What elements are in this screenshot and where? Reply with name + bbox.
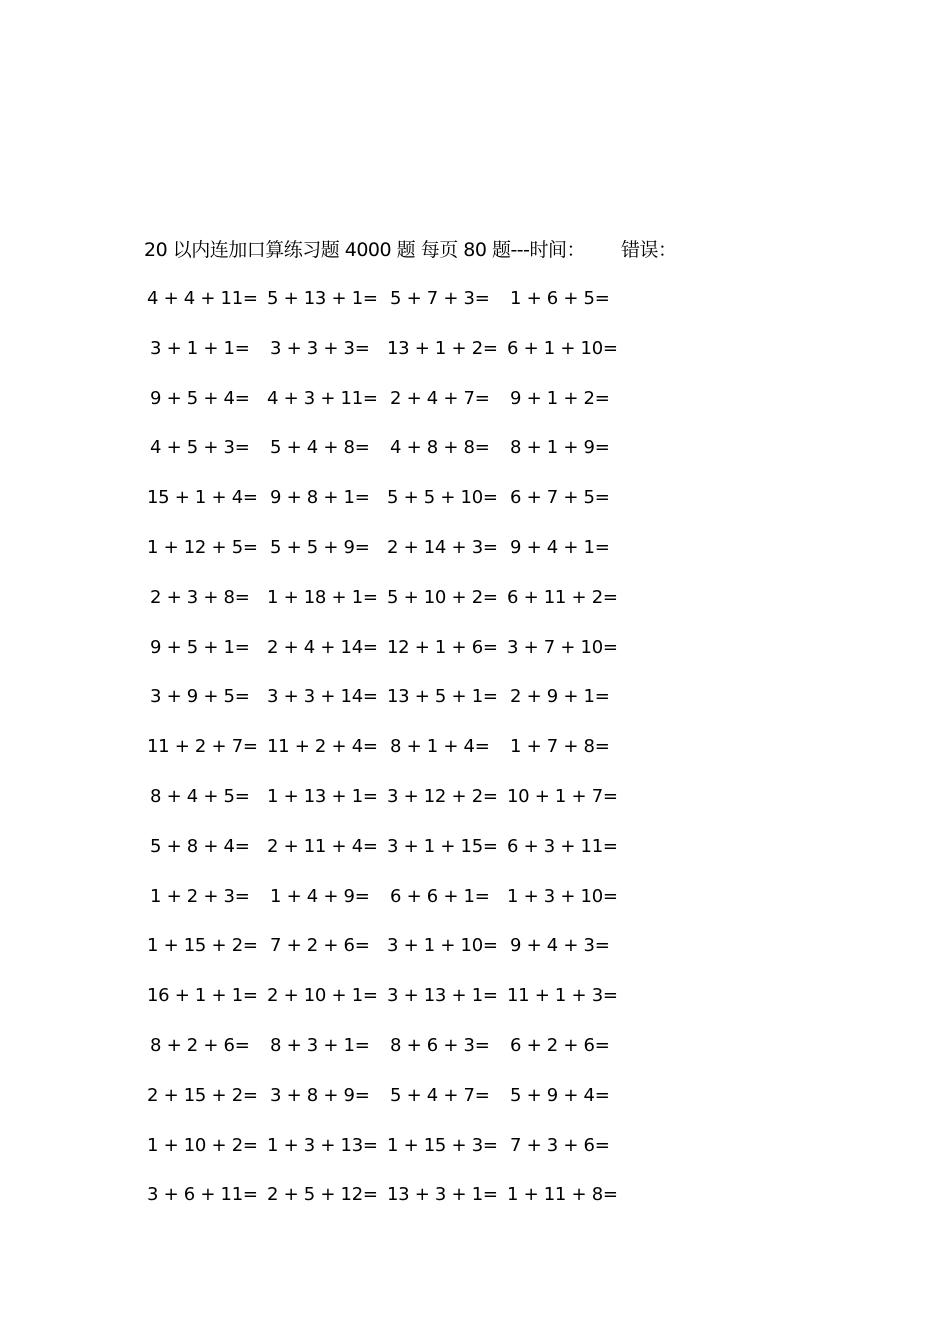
problem-cell: 6 + 2 + 6= (510, 1034, 610, 1056)
worksheet-title: 20 以内连加口算练习题 4000 题 每页 80 题---时间： (144, 239, 586, 261)
problem-row (144, 534, 664, 584)
problem-cell: 1 + 12 + 5= (147, 536, 258, 558)
problem-cell: 1 + 3 + 13= (267, 1134, 378, 1156)
problem-row (144, 1132, 664, 1182)
problem-cell: 11 + 1 + 3= (507, 985, 618, 1007)
problem-cell: 8 + 1 + 4= (390, 736, 490, 758)
problem-cell: 3 + 6 + 11= (147, 1184, 258, 1206)
problem-cell: 2 + 14 + 3= (387, 536, 498, 558)
problem-cell: 4 + 3 + 11= (267, 387, 378, 409)
problem-cell: 2 + 10 + 1= (267, 985, 378, 1007)
problem-cell: 8 + 4 + 5= (150, 785, 250, 807)
problem-cell: 2 + 9 + 1= (510, 686, 610, 708)
problem-cell: 8 + 1 + 9= (510, 437, 610, 459)
problem-cell: 8 + 6 + 3= (390, 1034, 490, 1056)
problem-cell: 7 + 2 + 6= (270, 935, 370, 957)
problem-row (144, 783, 664, 833)
problem-cell: 1 + 13 + 1= (267, 785, 378, 807)
problem-row (144, 335, 664, 385)
problem-row (144, 1181, 664, 1231)
problem-row (144, 385, 664, 435)
problem-cell: 2 + 4 + 14= (267, 636, 378, 658)
problem-cell: 5 + 4 + 8= (270, 437, 370, 459)
problem-cell: 6 + 11 + 2= (507, 586, 618, 608)
problem-cell: 8 + 2 + 6= (150, 1034, 250, 1056)
problem-row (144, 285, 664, 335)
problem-cell: 16 + 1 + 1= (147, 985, 258, 1007)
problem-cell: 2 + 4 + 7= (390, 387, 490, 409)
problem-cell: 3 + 1 + 10= (387, 935, 498, 957)
problem-cell: 2 + 5 + 12= (267, 1184, 378, 1206)
problem-row (144, 484, 664, 534)
problem-cell: 1 + 4 + 9= (270, 885, 370, 907)
problem-cell: 9 + 5 + 1= (150, 636, 250, 658)
problem-cell: 6 + 1 + 10= (507, 337, 618, 359)
worksheet-header (144, 236, 677, 264)
problem-row (144, 733, 664, 783)
problem-cell: 1 + 15 + 2= (147, 935, 258, 957)
problem-cell: 5 + 5 + 10= (387, 487, 498, 509)
problem-cell: 3 + 13 + 1= (387, 985, 498, 1007)
problem-cell: 5 + 5 + 9= (270, 536, 370, 558)
problem-row (144, 584, 664, 634)
problem-cell: 3 + 12 + 2= (387, 785, 498, 807)
errors-label: 错误： (621, 239, 677, 261)
problem-cell: 3 + 3 + 14= (267, 686, 378, 708)
problem-cell: 1 + 2 + 3= (150, 885, 250, 907)
problem-cell: 12 + 1 + 6= (387, 636, 498, 658)
problem-row (144, 683, 664, 733)
problem-cell: 6 + 6 + 1= (390, 885, 490, 907)
problem-cell: 1 + 7 + 8= (510, 736, 610, 758)
problem-cell: 5 + 10 + 2= (387, 586, 498, 608)
problem-cell: 5 + 4 + 7= (390, 1084, 490, 1106)
problem-cell: 3 + 3 + 3= (270, 337, 370, 359)
problem-cell: 11 + 2 + 7= (147, 736, 258, 758)
problem-cell: 5 + 9 + 4= (510, 1084, 610, 1106)
problem-row (144, 833, 664, 883)
problem-row (144, 883, 664, 933)
problem-row (144, 434, 664, 484)
problem-cell: 3 + 1 + 15= (387, 835, 498, 857)
problem-cell: 7 + 3 + 6= (510, 1134, 610, 1156)
problem-cell: 2 + 3 + 8= (150, 586, 250, 608)
problem-cell: 13 + 3 + 1= (387, 1184, 498, 1206)
problem-row (144, 1032, 664, 1082)
problem-cell: 6 + 7 + 5= (510, 487, 610, 509)
problem-cell: 10 + 1 + 7= (507, 785, 618, 807)
problem-row (144, 932, 664, 982)
problem-cell: 9 + 5 + 4= (150, 387, 250, 409)
problem-row (144, 634, 664, 684)
problem-cell: 4 + 8 + 8= (390, 437, 490, 459)
problem-cell: 3 + 7 + 10= (507, 636, 618, 658)
problem-cell: 1 + 11 + 8= (507, 1184, 618, 1206)
problem-cell: 3 + 8 + 9= (270, 1084, 370, 1106)
problem-cell: 1 + 6 + 5= (510, 288, 610, 309)
problem-cell: 5 + 8 + 4= (150, 835, 250, 857)
problem-grid (144, 285, 664, 1231)
problem-cell: 3 + 9 + 5= (150, 686, 250, 708)
problem-cell: 1 + 10 + 2= (147, 1134, 258, 1156)
problem-row (144, 1082, 664, 1132)
problem-cell: 9 + 8 + 1= (270, 487, 370, 509)
problem-cell: 5 + 13 + 1= (267, 288, 378, 309)
problem-cell: 13 + 1 + 2= (387, 337, 498, 359)
problem-cell: 9 + 4 + 3= (510, 935, 610, 957)
problem-cell: 6 + 3 + 11= (507, 835, 618, 857)
problem-row (144, 982, 664, 1032)
problem-cell: 4 + 5 + 3= (150, 437, 250, 459)
problem-cell: 1 + 3 + 10= (507, 885, 618, 907)
problem-cell: 15 + 1 + 4= (147, 487, 258, 509)
problem-cell: 1 + 15 + 3= (387, 1134, 498, 1156)
problem-cell: 9 + 4 + 1= (510, 536, 610, 558)
problem-cell: 2 + 15 + 2= (147, 1084, 258, 1106)
problem-cell: 13 + 5 + 1= (387, 686, 498, 708)
problem-cell: 2 + 11 + 4= (267, 835, 378, 857)
problem-cell: 9 + 1 + 2= (510, 387, 610, 409)
problem-cell: 8 + 3 + 1= (270, 1034, 370, 1056)
problem-cell: 1 + 18 + 1= (267, 586, 378, 608)
problem-cell: 11 + 2 + 4= (267, 736, 378, 758)
problem-cell: 4 + 4 + 11= (147, 288, 258, 309)
problem-cell: 3 + 1 + 1= (150, 337, 250, 359)
problem-cell: 5 + 7 + 3= (390, 288, 490, 309)
